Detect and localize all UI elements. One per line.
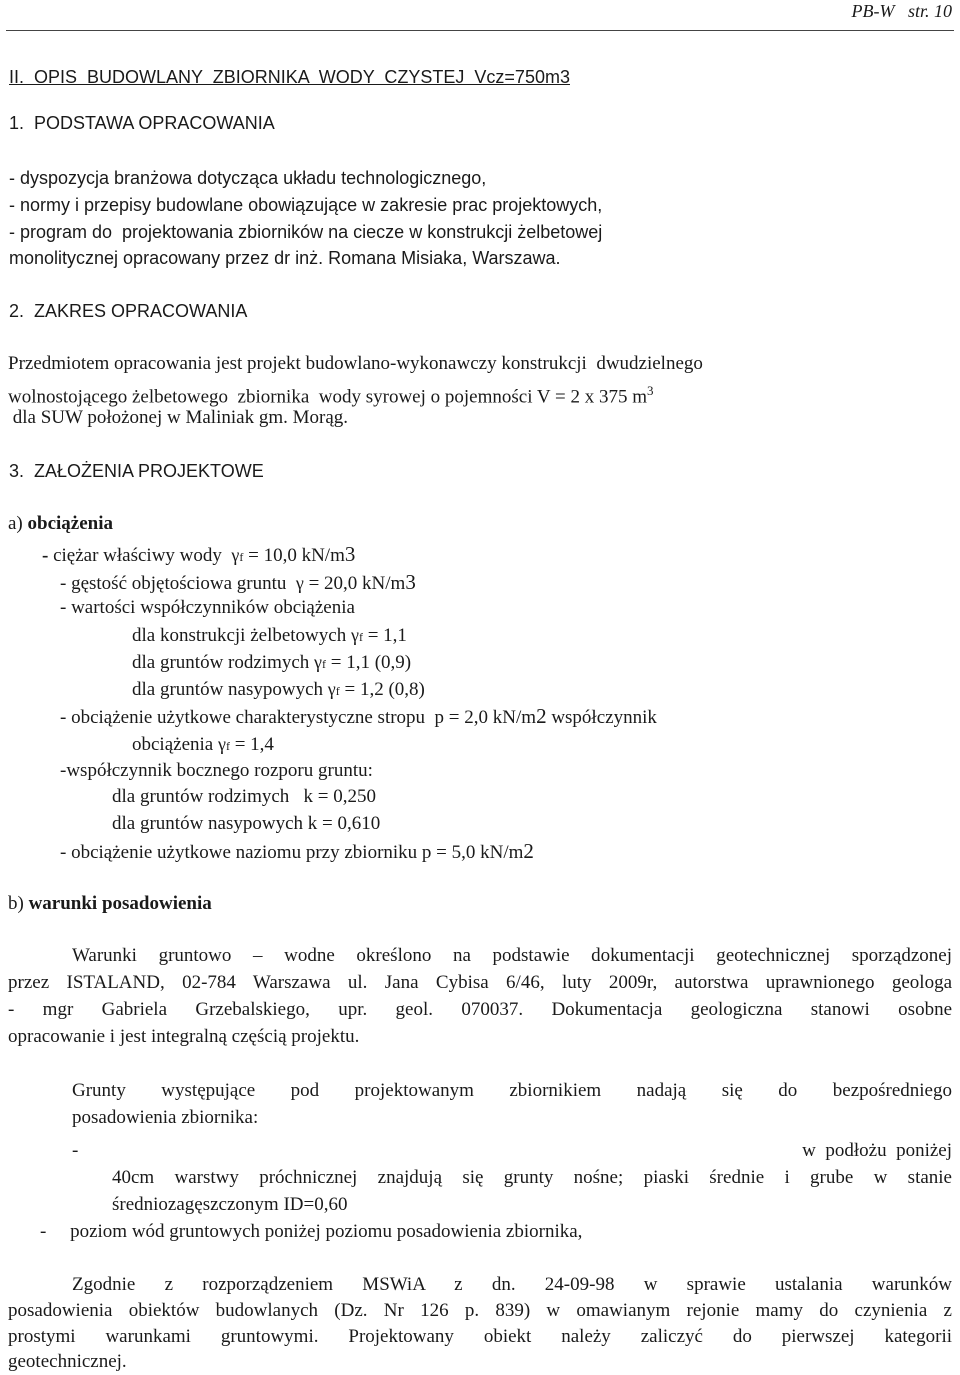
text: = 1,1 (0,9)	[326, 652, 412, 673]
list-dash: -	[72, 1140, 79, 1161]
subsection-b-label: warunki posadowienia	[28, 893, 212, 914]
gamma-symbol: γ	[231, 545, 240, 565]
paragraph-line: Warunki gruntowo – wodne określono na podstawie dokumentacji geotechnicznej sporządzonej	[72, 945, 952, 966]
text: = 10,0 kN/m	[243, 545, 345, 566]
header-rule	[6, 30, 954, 31]
paragraph-line: przez ISTALAND, 02-784 Warszawa ul. Jana Cybisa 6/46, luty 2009r, autorstwa uprawnionego geologa	[8, 972, 952, 993]
text: obciążenia	[132, 734, 218, 755]
load-line-soil-density	[60, 571, 416, 595]
paragraph-line: geotechnicznej.	[8, 1351, 127, 1372]
subsection-b	[8, 893, 212, 915]
s1-line: - program do projektowania zbiorników na ciecze w konstrukcji żelbetowej	[9, 222, 603, 242]
list-item: - poziom wód gruntowych poniżej poziomu posadowienia zbiornika,	[40, 1221, 583, 1242]
coef-fill-soil	[132, 678, 425, 702]
list-item-text: w podłożu poniżej	[802, 1140, 952, 1161]
s1-line: monolitycznej opracowany przez dr inż. Romana Misiaka, Warszawa.	[9, 248, 561, 268]
paragraph-line: Zgodnie z rozporządzeniem MSWiA z dn. 24-09-98 w sprawie ustalania warunków	[72, 1274, 952, 1295]
load-line-water	[42, 543, 355, 568]
load-line-coefficients: - wartości współczynników obciążenia	[60, 597, 355, 618]
section-title: II. OPIS BUDOWLANY ZBIORNIKA WODY CZYSTEJ Vcz=750m3	[9, 67, 570, 87]
gamma-symbol: γ	[217, 734, 226, 754]
gamma-symbol: γ	[350, 625, 359, 645]
paragraph-line: opracowanie i jest integralną częścią projektu.	[8, 1026, 360, 1047]
paragraph-line: posadowienia obiektów budowlanych (Dz. Nr 126 p. 839) w omawianym rejonie mamy do czynienia z	[8, 1300, 952, 1321]
text: = 1,4	[229, 734, 274, 755]
s2-line: Przedmiotem opracowania jest projekt budowlano-wykonawczy konstrukcji dwudzielnego	[8, 353, 703, 374]
pressure-native: dla gruntów rodzimych k = 0,250	[112, 786, 377, 807]
exponent: 2	[523, 839, 534, 863]
subscript-f: f	[358, 630, 363, 644]
text: - obciążenie użytkowe charakterystyczne stropu p = 2,0 kN/m	[60, 707, 537, 728]
text: = 1,2 (0,8)	[339, 679, 425, 700]
subsection-a-label: obciążenia	[27, 513, 114, 534]
load-line-roof-coef	[132, 733, 274, 757]
exponent: 3	[344, 542, 356, 566]
paragraph-line: Grunty występujące pod projektowanym zbiornikiem nadają się do bezpośredniego	[72, 1080, 952, 1101]
subscript-f: f	[335, 684, 340, 698]
subsection-a-prefix: a)	[8, 513, 28, 534]
superscript-3: 3	[647, 383, 654, 398]
text: ciężar właściwy wody	[53, 545, 232, 566]
load-line-ground	[60, 840, 534, 864]
s3-heading: 3. ZAŁOŻENIA PROJEKTOWE	[9, 461, 264, 481]
text: - obciążenie użytkowe naziomu przy zbiorniku p = 5,0 kN/m	[60, 842, 524, 863]
text: = 1,1	[362, 625, 407, 646]
coef-native-soil	[132, 651, 411, 675]
s1-line: - dyspozycja branżowa dotycząca układu technologicznego,	[9, 168, 487, 188]
paragraph-line: - mgr Gabriela Grzebalskiego, upr. geol. 070037. Dokumentacja geologiczna stanowi osobne	[8, 999, 952, 1020]
subscript-f: f	[322, 657, 327, 671]
subsection-b-prefix: b)	[8, 893, 29, 914]
page-reference: PB-W str. 10	[851, 1, 952, 21]
exponent: 2	[536, 704, 547, 728]
text: dla konstrukcji żelbetowych	[132, 625, 351, 646]
list-item-text: 40cm warstwy próchnicznej znajdują się grunty nośne; piaski średnie i grube w stanie	[112, 1167, 952, 1188]
pressure-fill: dla gruntów nasypowych k = 0,610	[112, 813, 381, 834]
subscript-f: f	[239, 550, 244, 564]
s2-line-text: wolnostojącego żelbetowego zbiornika wody syrowej o pojemności V = 2 x 375 m	[8, 386, 648, 408]
text: = 20,0 kN/m	[303, 573, 406, 594]
subsection-a	[8, 513, 113, 535]
subscript-f: f	[225, 739, 230, 753]
s1-heading: 1. PODSTAWA OPRACOWANIA	[9, 113, 275, 133]
paragraph-line: prostymi warunkami gruntowymi. Projektowany obiekt należy zaliczyć do pierwszej kategorii	[8, 1326, 952, 1347]
s2-line	[8, 380, 654, 408]
coef-concrete	[132, 624, 407, 648]
s2-heading: 2. ZAKRES OPRACOWANIA	[9, 301, 248, 321]
load-line-pressure: -współczynnik bocznego rozporu gruntu:	[60, 760, 373, 781]
exponent: 3	[405, 570, 416, 594]
text: - gęstość objętościowa gruntu	[60, 573, 296, 594]
text: współczynnik	[546, 707, 657, 728]
gamma-symbol: γ	[314, 652, 323, 672]
s1-line: - normy i przepisy budowlane obowiązujące w zakresie prac projektowych,	[9, 195, 603, 215]
gamma-symbol: γ	[327, 679, 336, 699]
text: dla gruntów nasypowych	[132, 679, 328, 700]
s2-line: dla SUW położonej w Maliniak gm. Morąg.	[8, 407, 349, 428]
paragraph-line: posadowienia zbiornika:	[72, 1107, 259, 1128]
list-item-text: średniozagęszczonym ID=0,60	[112, 1194, 348, 1215]
load-line-roof	[60, 705, 657, 729]
text: dla gruntów rodzimych	[132, 652, 315, 673]
dash: -	[42, 545, 54, 566]
gamma-symbol: γ	[295, 573, 304, 593]
